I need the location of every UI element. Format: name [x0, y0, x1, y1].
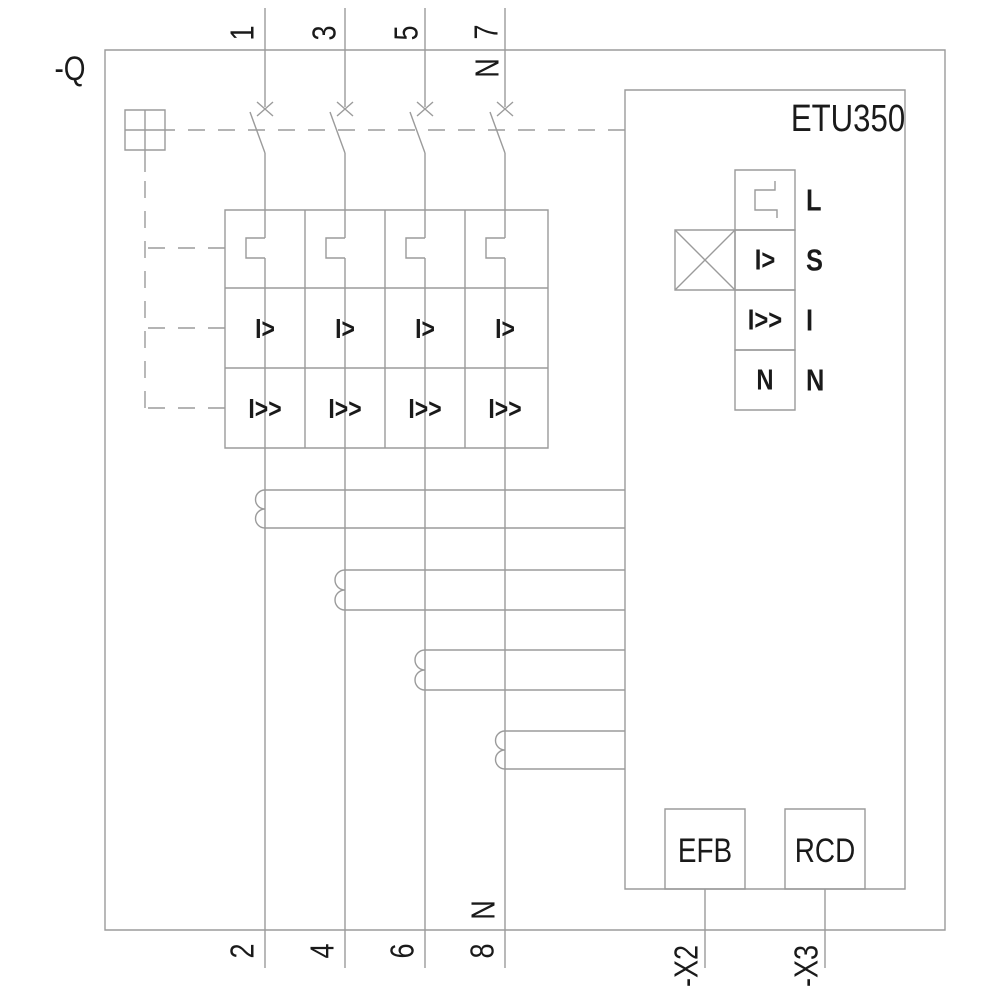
etu-label-l: L [806, 182, 822, 218]
shortcircuit-symbol-1: I>> [248, 393, 282, 424]
switch-blade [490, 112, 505, 153]
ct-secondary-wires-4 [505, 731, 625, 769]
terminal-label-2: 2 [223, 943, 261, 959]
device-tag: -Q [54, 50, 86, 88]
long-time-curve-icon [755, 181, 777, 218]
etu-symbol-i: I>> [747, 304, 783, 337]
terminal-label-4: 4 [303, 943, 341, 959]
shortcircuit-symbol-4: I>> [488, 393, 522, 424]
overcurrent-symbol-2: I> [335, 313, 355, 344]
etu-label-s: S [806, 242, 823, 278]
neutral-label-top: N [468, 58, 506, 78]
neutral-label-bottom: N [464, 900, 502, 920]
pole-2-line [326, 8, 625, 968]
terminal-label-7: 7 [467, 24, 505, 40]
switch-blade [250, 112, 265, 153]
ct-winding-2 [335, 570, 345, 610]
aux-terminal-x2: -X2 [667, 944, 705, 988]
etu-label-i: I [806, 302, 814, 338]
shortcircuit-symbol-2: I>> [328, 393, 362, 424]
rcd-label: RCD [794, 832, 856, 870]
pole-4-line [486, 8, 625, 968]
terminal-label-5: 5 [387, 25, 425, 41]
function-box-L [735, 170, 795, 230]
terminal-label-1: 1 [223, 25, 261, 41]
etu-function-column [675, 170, 795, 410]
crossed-box-diagonals [675, 230, 735, 290]
etu-title: ETU350 [790, 98, 906, 140]
aux-terminal-x3: -X3 [787, 944, 825, 988]
overcurrent-symbol-1: I> [255, 313, 275, 344]
etu-symbol-n: N [756, 364, 774, 397]
overcurrent-symbol-4: I> [495, 313, 515, 344]
ct-winding-4 [496, 731, 506, 769]
ct-winding-1 [256, 490, 266, 528]
ct-secondary-wires-3 [425, 650, 625, 690]
shortcircuit-symbol-3: I>> [408, 393, 442, 424]
etu-symbol-s: I> [754, 244, 776, 277]
terminal-label-6: 6 [383, 943, 421, 959]
switch-blade [330, 112, 345, 153]
ct-secondary-wires-1 [265, 490, 625, 528]
etu-label-n: N [806, 362, 825, 398]
ct-winding-3 [415, 650, 425, 690]
switch-blade [410, 112, 425, 153]
overcurrent-symbol-3: I> [415, 313, 435, 344]
pole-3-line [406, 8, 625, 968]
pole-1-line [246, 8, 625, 968]
efb-label: EFB [677, 832, 733, 870]
ct-secondary-wires-2 [345, 570, 625, 610]
terminal-label-8: 8 [463, 943, 501, 959]
terminal-label-3: 3 [305, 25, 343, 41]
operating-mechanism-symbol [125, 110, 165, 172]
